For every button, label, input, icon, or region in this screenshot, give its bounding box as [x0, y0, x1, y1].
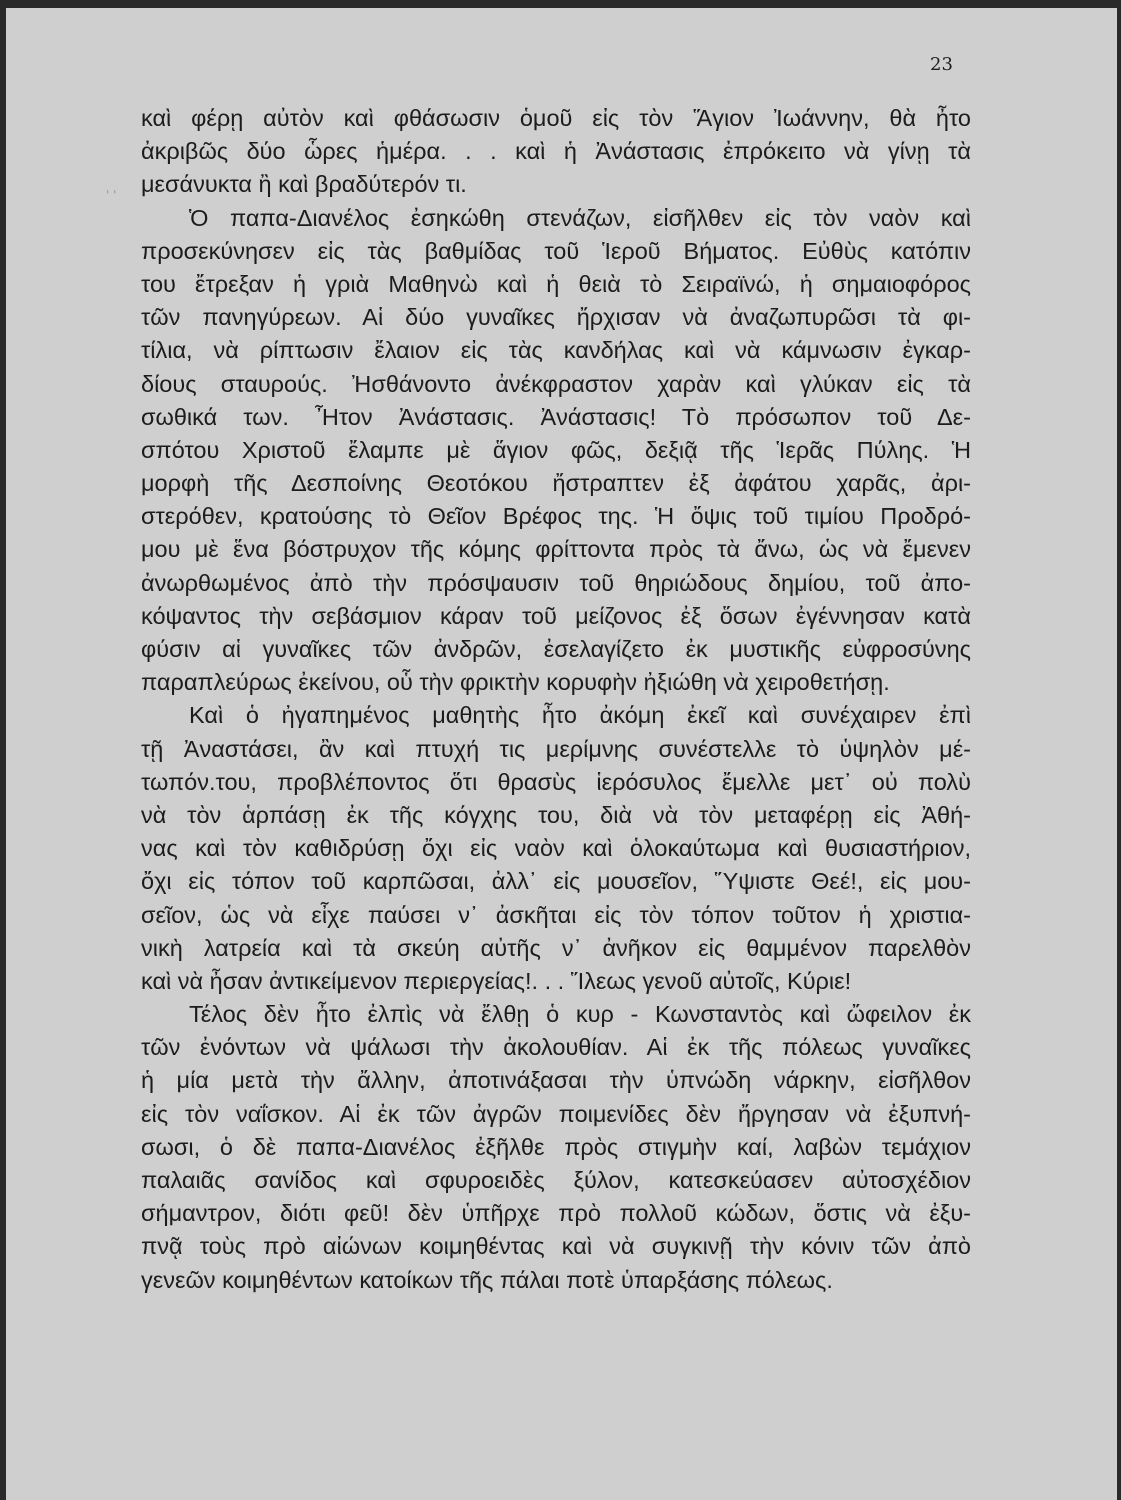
text-line: σωσι, ὁ δὲ παπα-Διανέλος ἐξῆλθε πρὸς στιγμὴν καί, λαβὼν τεμάχιον: [141, 1133, 971, 1160]
text-line: ἀνωρθωμένος ἀπὸ τὴν πρόσψαυσιν τοῦ θηριώδους δημίου, τοῦ ἀπο-: [141, 569, 971, 596]
text-line: δίους σταυρούς. Ἠσθάνοντο ἀνέκφραστον χαρὰν καὶ γλύκαν εἰς τὰ: [141, 370, 971, 397]
text-line: μορφὴ τῆς Δεσποίνης Θεοτόκου ἤστραπτεν ἐξ ἀφάτου χαρᾶς, ἀρι-: [141, 470, 971, 497]
margin-mark: ' ': [106, 188, 117, 202]
text-line: μεσάνυκτα ἢ καὶ βραδύτερόν τι.: [141, 171, 467, 198]
text-line: μου μὲ ἕνα βόστρυχον τῆς κόμης φρίττοντα πρὸς τὰ ἄνω, ὡς νὰ ἔμενεν: [141, 536, 971, 563]
text-line: τῶν πανηγύρεων. Αἱ δύο γυναῖκες ἤρχισαν νὰ ἀναζωπυρῶσι τὰ φι-: [141, 304, 971, 331]
text-line: στερόθεν, κρατούσης τὸ Θεῖον Βρέφος της. Ἡ ὄψις τοῦ τιμίου Προδρό-: [141, 503, 971, 530]
text-line: νὰ τὸν ἁρπάσῃ ἐκ τῆς κόγχης του, διὰ νὰ τὸν μεταφέρῃ εἰς Ἀθή-: [141, 801, 971, 828]
paragraph-start-line: Τέλος δὲν ἦτο ἐλπὶς νὰ ἔλθῃ ὁ κυρ - Κωνσταντὸς καὶ ὤφειλον ἐκ: [189, 1001, 971, 1028]
text-line: πνᾷ τοὺς πρὸ αἰώνων κοιμηθέντας καὶ νὰ συγκινῇ τὴν κόνιν τῶν ἀπὸ: [141, 1233, 971, 1260]
text-line: σεῖον, ὡς νὰ εἶχε παύσει ν᾽ ἀσκῆται εἰς τὸν τόπον τοῦτον ἡ χριστια-: [141, 901, 971, 928]
text-line: φύσιν αἱ γυναῖκες τῶν ἀνδρῶν, ἐσελαγίζετο ἐκ μυστικῆς εὐφροσύνης: [141, 636, 971, 662]
text-line: σήμαντρον, διότι φεῦ! δὲν ὑπῆρχε πρὸ πολλοῦ κώδων, ὅστις νὰ ἐξυ-: [141, 1200, 971, 1227]
paragraph-start-line: Καὶ ὁ ἠγαπημένος μαθητὴς ἦτο ἀκόμη ἐκεῖ καὶ συνέχαιρεν ἐπὶ: [189, 702, 971, 729]
text-line: τίλια, νὰ ρίπτωσιν ἔλαιον εἰς τὰς κανδήλας καὶ νὰ κάμνωσιν ἐγκαρ-: [141, 337, 971, 364]
text-line: προσεκύνησεν εἰς τὰς βαθμίδας τοῦ Ἱεροῦ Βήματος. Εὐθὺς κατόπιν: [141, 237, 971, 264]
text-line: τωπόν.του, προβλέποντος ὅτι θρασὺς ἱερόσυλος ἔμελλε μετ᾽ οὐ πολὺ: [141, 768, 971, 795]
text-line: κόψαντος τὴν σεβάσμιον κάραν τοῦ μείζονος ἐξ ὅσων ἐγέννησαν κατὰ: [141, 602, 971, 629]
text-line: καὶ νὰ ἦσαν ἀντικείμενον περιεργείας!. . . Ἵλεως γενοῦ αὐτοῖς, Κύριε!: [141, 967, 852, 994]
book-page: [6, 8, 1117, 1500]
text-line: τῶν ἐνόντων νὰ ψάλωσι τὴν ἀκολουθίαν. Αἱ ἐκ τῆς πόλεως γυναῖκες: [141, 1034, 971, 1061]
text-line: νικὴ λατρεία καὶ τὰ σκεύη αὐτῆς ν᾽ ἀνῆκον εἰς θαμμένον παρελθὸν: [141, 934, 971, 961]
text-line: εἰς τὸν ναΐσκον. Αἱ ἐκ τῶν ἀγρῶν ποιμενίδες δὲν ἤργησαν νὰ ἐξυπνή-: [141, 1100, 971, 1127]
text-line: νας καὶ τὸν καθιδρύσῃ ὄχι εἰς ναὸν καὶ ὁλοκαύτωμα καὶ θυσιαστήριον,: [141, 835, 971, 862]
body-text: [141, 102, 971, 1297]
text-line: γενεῶν κοιμηθέντων κατοίκων τῆς πάλαι ποτὲ ὑπαρξάσης πόλεως.: [141, 1266, 833, 1293]
text-line: ἀκριβῶς δύο ὧρες ἡμέρα. . . καὶ ἡ Ἀνάστασις ἐπρόκειτο νὰ γίνῃ τὰ: [141, 138, 971, 165]
paragraph-start-line: Ὁ παπα-Διανέλος ἐσηκώθη στενάζων, εἰσῆλθεν εἰς τὸν ναὸν καὶ: [189, 204, 971, 231]
text-line: τῇ Ἀναστάσει, ἂν καὶ πτυχή τις μερίμνης συνέστελλε τὸ ὑψηλὸν μέ-: [141, 735, 971, 762]
text-line: καὶ φέρῃ αὐτὸν καὶ φθάσωσιν ὁμοῦ εἰς τὸν Ἅγιον Ἰωάννην, θὰ ἦτο: [141, 105, 971, 131]
text-line: ὄχι εἰς τόπον τοῦ καρπῶσαι, ἀλλ᾽ εἰς μουσεῖον, Ὕψιστε Θεέ!, εἰς μου-: [141, 868, 971, 895]
text-line: του ἔτρεξαν ἡ γριὰ Μαθηνὼ καὶ ἡ θειὰ τὸ Σειραϊνώ, ἡ σημαιοφόρος: [141, 270, 971, 297]
text-line: σπότου Χριστοῦ ἔλαμπε μὲ ἅγιον φῶς, δεξιᾷ τῆς Ἱερᾶς Πύλης. Ἡ: [141, 436, 971, 463]
page-number: 23: [930, 54, 953, 75]
text-line: παλαιᾶς σανίδος καὶ σφυροειδὲς ξύλον, κατεσκεύασεν αὐτοσχέδιον: [141, 1167, 971, 1193]
text-line: παραπλεύρως ἐκείνου, οὗ τὴν φρικτὴν κορυφὴν ἠξιώθη νὰ χειροθετήσῃ.: [141, 669, 890, 696]
text-line: σωθικά των. Ἦτον Ἀνάστασις. Ἀνάστασις! Τὸ πρόσωπον τοῦ Δε-: [141, 403, 971, 430]
text-line: ἡ μία μετὰ τὴν ἄλλην, ἀποτινάξασαι τὴν ὑπνώδη νάρκην, εἰσῆλθον: [141, 1067, 971, 1094]
